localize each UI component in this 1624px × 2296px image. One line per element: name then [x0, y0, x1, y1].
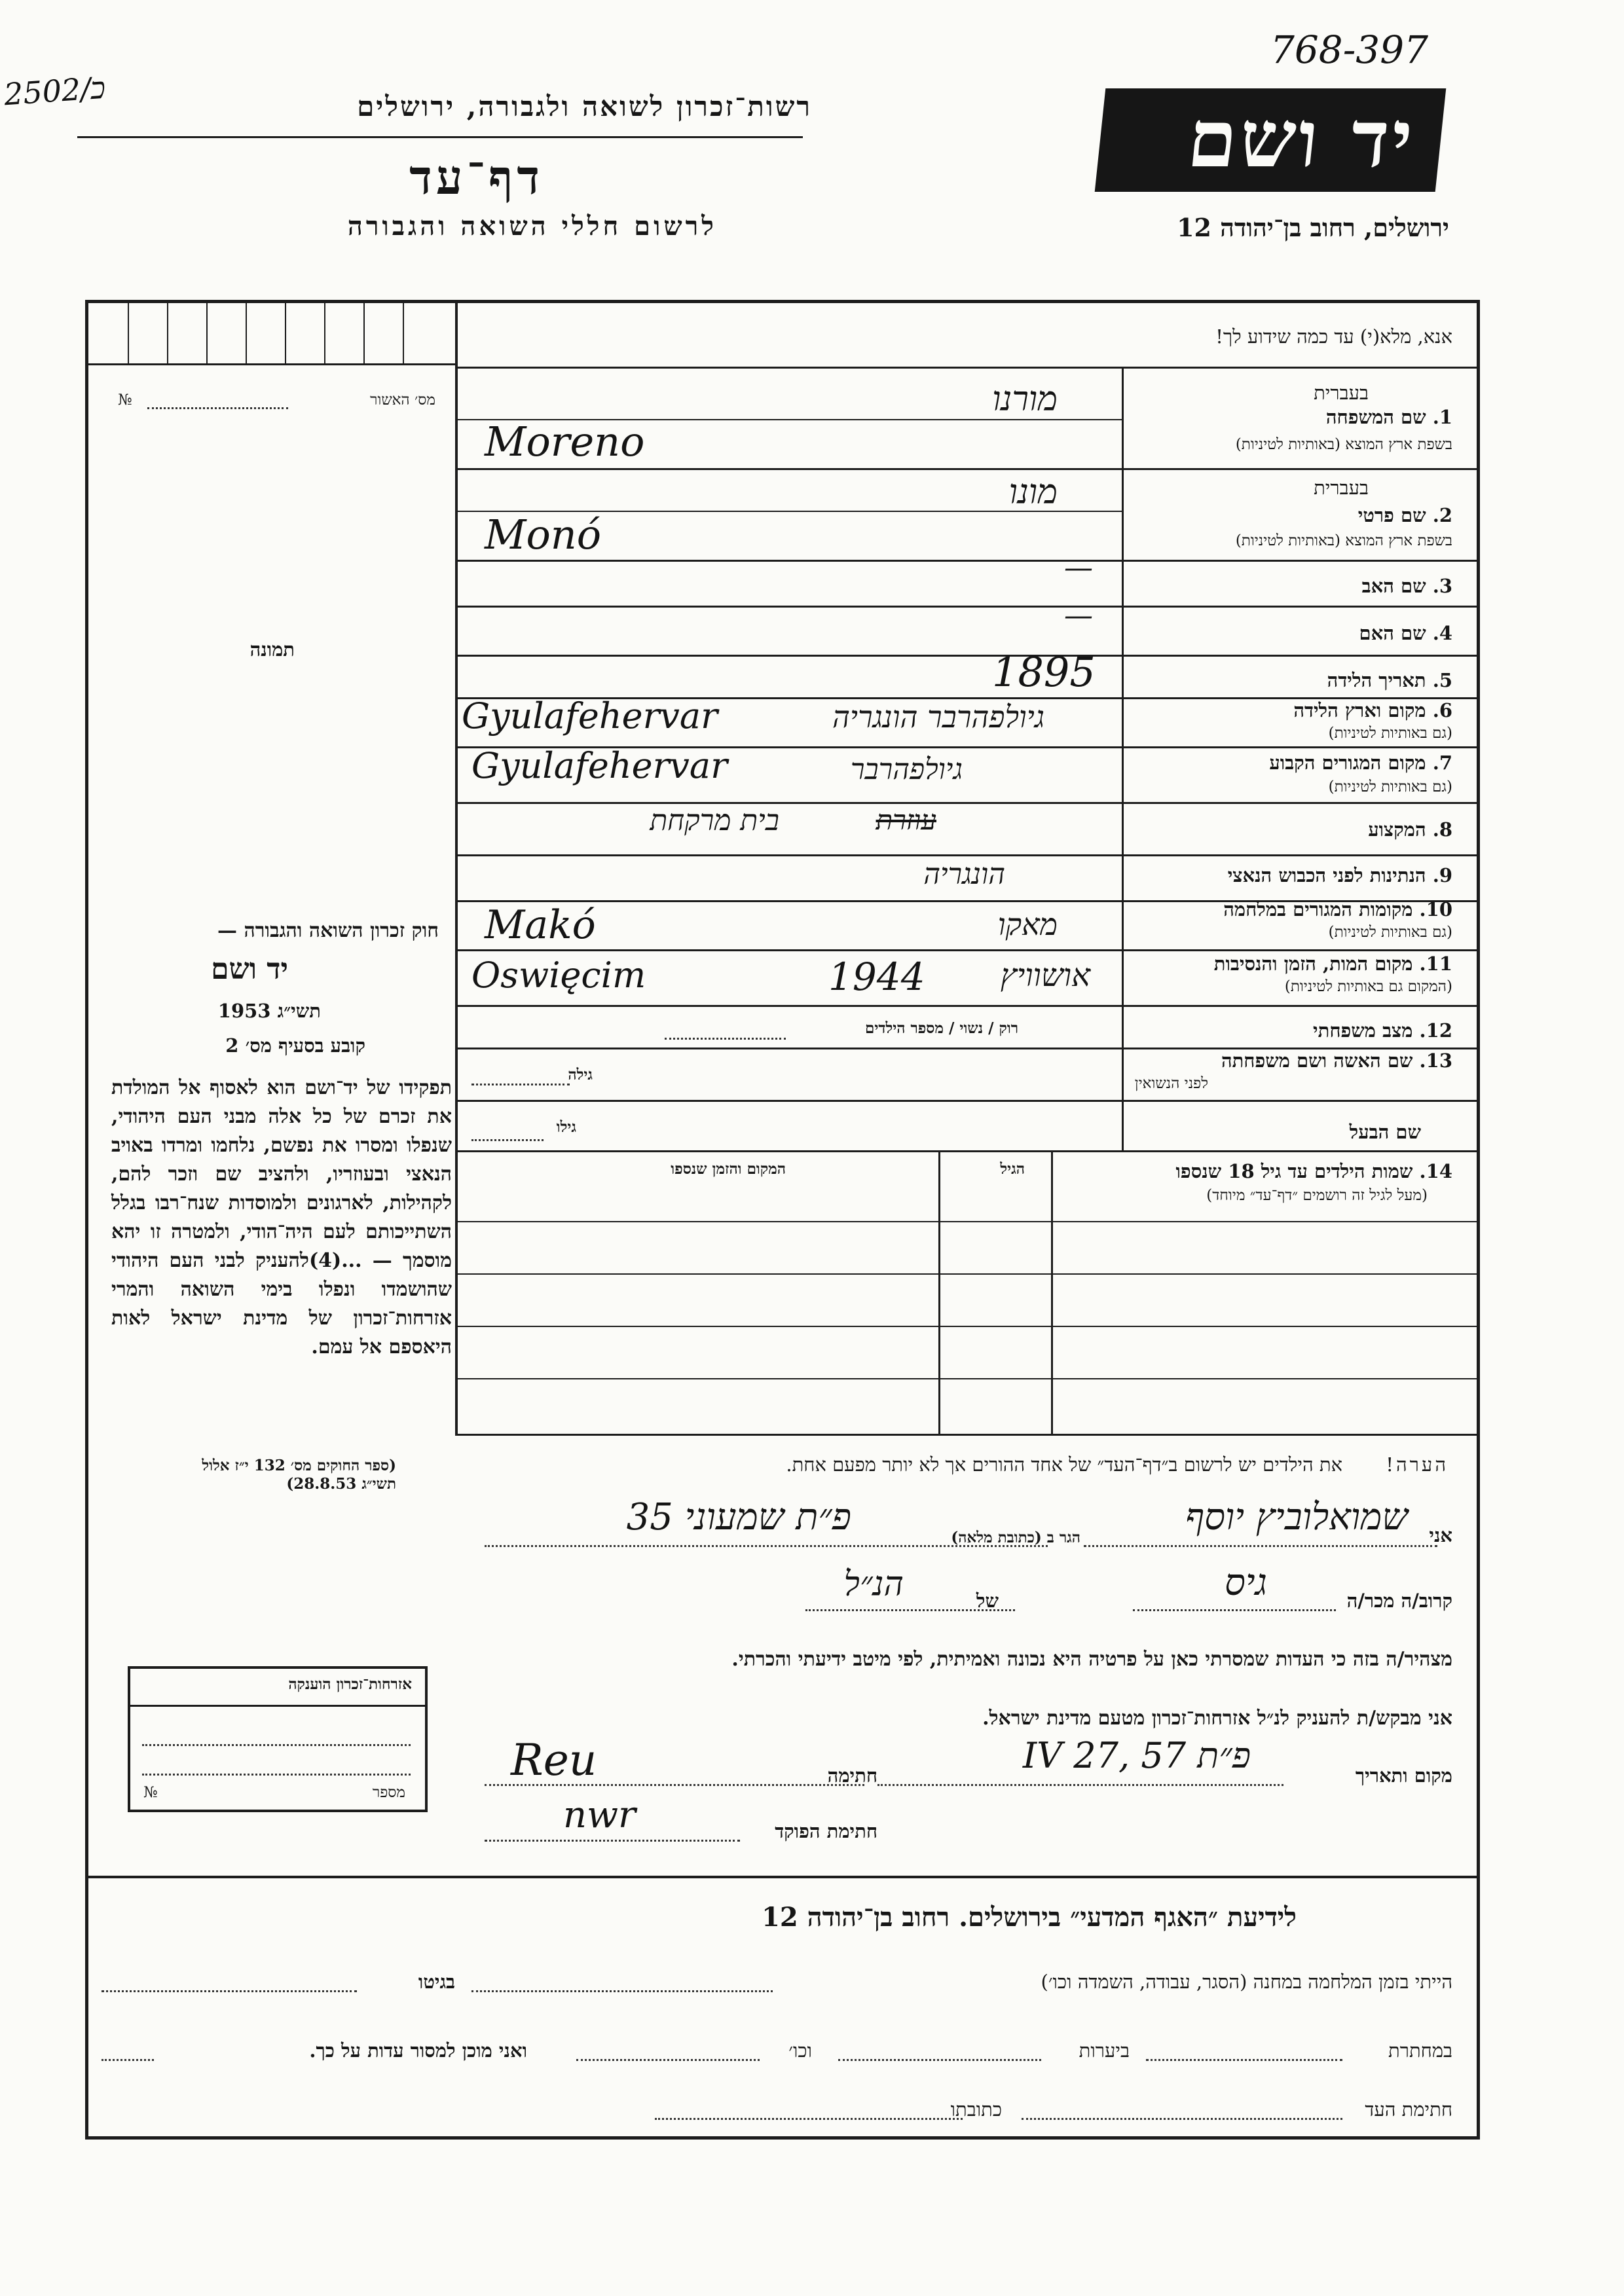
- children-col-rule: [1051, 1150, 1053, 1436]
- death-place-sublabel: (המקום גם באותיות לטיניות): [1284, 978, 1452, 995]
- children-row-rule: [458, 1273, 1480, 1275]
- law-section: קובע בסעיף מס׳ 2: [225, 1034, 365, 1057]
- willing-to-testify: ואני מוכן למסור עדות על כך.: [309, 2039, 527, 2062]
- family-name-label: 1. שם המשפחה: [1325, 406, 1452, 428]
- residence-sublabel: (גם באותיות לטיניות): [1328, 778, 1452, 795]
- approval-tick: [403, 303, 404, 363]
- intro-rule: [455, 367, 1480, 369]
- birth-date-label: 5. תאריך הלידה: [1327, 669, 1452, 691]
- birth-place-sublabel: (גם באותיות לטיניות): [1328, 725, 1452, 742]
- approval-label: מס׳ האשור: [370, 392, 435, 409]
- witness-address-label: כתובתו: [950, 2098, 1002, 2121]
- husband-age-label: גילו: [556, 1118, 576, 1136]
- husband-age-line: [471, 1139, 544, 1141]
- underground-line: [1146, 2059, 1342, 2061]
- birth-place-hebrew[interactable]: גיולפהרבר הונגריה: [832, 699, 1044, 735]
- address-line: ירושלים, רחוב בן־יהודה 12: [1177, 213, 1449, 242]
- relative-label: קרוב/ה מכר/ה: [1346, 1590, 1452, 1612]
- request-text: אני מבקש/ת להעניק לנ״ל אזרחות־זכרון מטעם מדינת ישראל.: [982, 1707, 1452, 1730]
- approval-tick: [285, 303, 286, 363]
- law-year: תשי״ג 1953: [217, 1000, 321, 1022]
- place-date-value[interactable]: פ״ת 57 ,IV 27: [1022, 1735, 1251, 1776]
- memorial-box-number: מספר: [372, 1784, 405, 1801]
- approval-tick: [167, 303, 168, 363]
- wartime-residence-latin[interactable]: Makó: [485, 902, 596, 948]
- label-divider: [1122, 369, 1124, 1152]
- address-line: [485, 1545, 1048, 1547]
- memorial-box-no: №: [143, 1784, 158, 1801]
- children-row-rule: [458, 1221, 1480, 1222]
- note-label: הערה!: [1386, 1453, 1449, 1476]
- archive-number: 768-397: [1270, 27, 1429, 72]
- hebrew-label-2: בעברית: [1314, 477, 1369, 499]
- field-rule: [458, 854, 1480, 856]
- resident-label: הגר ב (כתובת מלאה): [951, 1529, 1080, 1546]
- place-date-line: [877, 1784, 1283, 1786]
- willing-line: [101, 2059, 154, 2061]
- yad-vashem-logo: [1095, 88, 1447, 192]
- signature-value[interactable]: Reu: [511, 1735, 597, 1785]
- mother-name-value[interactable]: —: [1064, 599, 1093, 632]
- death-year[interactable]: 1944: [828, 955, 925, 999]
- profession-label: 8. המקצוע: [1368, 818, 1452, 841]
- relation-line: [1133, 1609, 1336, 1611]
- profession-value[interactable]: בית מרקחת: [650, 804, 779, 837]
- officer-signature-value[interactable]: nwr: [563, 1794, 636, 1836]
- law-body: תפקידו של יד־ושם הוא לאסוף אל המולדת את זכרם של כל אלה מבני העם היהודי, שנפלו ומסרו את נפשם, נלחמו ומרדו באויב הנאצי ובעוזריו, ולהציב שם וזכר להם, לקהילות, לארגונים ולמוסדות שנח־רבו בגלל השתייכותם לעם היה־הודי, ולמטרה זו יהא מוסמך — ...(4)להעניק לבני העם היהודי שהושמדו ונפלו בימי השואה והמרי אזרחות־זכרון של מדינת ישראל לאות היאספם אל עמם.: [111, 1076, 452, 1358]
- given-name-hebrew[interactable]: מונו: [1008, 473, 1058, 512]
- profession-struck: עוזרת: [876, 804, 936, 836]
- field-rule: [458, 655, 1480, 657]
- given-name-sublabel: בשפת ארץ המוצא (באותיות לטיניות): [1235, 532, 1452, 549]
- children-count-line: [665, 1038, 786, 1040]
- law-title: חוק זכרון השואה והגבורה —: [217, 919, 439, 942]
- forests-label: ביערות: [1079, 2039, 1130, 2062]
- residence-label: 7. מקום המגורים הקבוע: [1269, 752, 1452, 774]
- family-name-latin[interactable]: Moreno: [485, 418, 645, 465]
- declarant-name[interactable]: שמואלוביץ יוסף: [1185, 1496, 1408, 1539]
- sidebar-divider: [455, 300, 458, 1436]
- children-label: 14. שמות הילדים עד גיל 18 שנספו: [1175, 1160, 1452, 1182]
- corner-mark: כ/2502: [3, 69, 107, 113]
- citizenship-value[interactable]: הונגריה: [923, 858, 1005, 891]
- approval-no: №: [118, 392, 132, 409]
- approval-tick: [246, 303, 247, 363]
- children-row-rule: [458, 1326, 1480, 1327]
- wartime-residence-sublabel: (גם באותיות לטיניות): [1328, 924, 1452, 941]
- marital-options[interactable]: רוק / נשוי / מספר הילדים: [865, 1019, 1018, 1037]
- field-rule: [458, 468, 1480, 470]
- of-person-value[interactable]: הנ״ל: [843, 1565, 904, 1604]
- sheet-title: דף־עד: [409, 149, 544, 205]
- witness-signature-label: חתימת העד: [1365, 2098, 1452, 2121]
- approval-tick: [363, 303, 365, 363]
- frame-left: [85, 300, 88, 2140]
- address-value[interactable]: פ״ת שמעוני 35: [626, 1496, 851, 1539]
- mother-name-label: 4. שם האם: [1359, 622, 1452, 644]
- birth-date-value[interactable]: 1895: [992, 648, 1096, 696]
- memorial-box: [128, 1666, 428, 1812]
- family-name-sublabel: בשפת ארץ המוצא (באותיות לטיניות): [1235, 436, 1452, 453]
- sheet-subtitle: לרשום חללי השואה והגבורה: [347, 211, 717, 242]
- children-table-bottom: [458, 1434, 1480, 1436]
- footer-divider: [88, 1876, 1477, 1878]
- memorial-box-line: [142, 1744, 411, 1746]
- approval-tick: [128, 303, 129, 363]
- witness-address-line: [655, 2118, 963, 2120]
- etc-label: וכו׳: [788, 2039, 812, 2062]
- camp-label: הייתי בזמן המלחמה במחנה (הסגר, עבודה, השמדה וכו׳): [1041, 1971, 1452, 1993]
- given-name-latin[interactable]: Monó: [485, 511, 602, 558]
- children-row-rule: [458, 1378, 1480, 1379]
- wife-name-sublabel: לפני הנשואין: [1134, 1075, 1208, 1092]
- citizenship-label: 9. הנתינות לפני הכבוש הנאצי: [1227, 864, 1452, 886]
- signature-label: חתימה: [827, 1764, 877, 1787]
- father-name-value[interactable]: —: [1064, 551, 1093, 585]
- children-col-rule: [938, 1150, 940, 1436]
- approval-box-bottom: [88, 363, 455, 365]
- footer-title: לידיעת ״האגף המדעי״ בירושלים. רחוב בן־יהודה 12: [762, 1902, 1297, 1933]
- wife-age-line: [471, 1084, 570, 1085]
- camp-line: [471, 1990, 773, 1992]
- hebrew-label-1: בעברית: [1314, 382, 1369, 404]
- wife-age-label: גילה: [568, 1066, 593, 1084]
- residence-hebrew[interactable]: גיולפהרבר: [850, 753, 963, 786]
- note-text: את הילדים יש לרשום ב״דף־העד״ של אחד ההורים אך לא יותר מפעם אחת.: [786, 1453, 1342, 1476]
- residence-latin[interactable]: Gyulafehervar: [471, 745, 728, 786]
- header-rule: [77, 136, 803, 138]
- relation-value[interactable]: גיס: [1224, 1561, 1267, 1604]
- officer-signature-label: חתימת הפוקד: [775, 1820, 877, 1842]
- witness-signature-line: [1022, 2118, 1342, 2120]
- field-rule: [458, 802, 1480, 804]
- ghetto-line: [101, 1990, 357, 1992]
- death-place-hebrew[interactable]: אושוויץ: [1000, 957, 1090, 994]
- ghetto-label: בגיטו: [418, 1971, 455, 1993]
- children-place-col: המקום והזמן שנספו: [671, 1160, 786, 1178]
- underground-label: במחתרת: [1388, 2039, 1452, 2062]
- memorial-box-rule: [130, 1705, 425, 1707]
- of-label: של: [976, 1590, 999, 1612]
- field-rule: [458, 1005, 1480, 1007]
- statement-text: מצהיר/ה בזה כי העדות שמסרתי כאן על פרטיה היא נכונה ואמיתית, לפי מיטב ידיעתי והכרתי.: [731, 1648, 1452, 1671]
- field-rule: [458, 1100, 1480, 1102]
- children-sublabel: (מעל לגיל זה רושמים ״דף־עד״ מיוחד): [1206, 1187, 1428, 1204]
- law-reference: (ספר החוקים מס׳ 132 י״ז אלול תשי״ג 28.8.53): [202, 1457, 396, 1493]
- field-rule: [458, 606, 1480, 608]
- field-rule: [458, 1150, 1480, 1152]
- etc-line: [576, 2059, 760, 2061]
- authority-title: רשות־זכרון לשואה ולגבורה, ירושלים: [357, 90, 812, 122]
- intro-text: אנא, מלא(י) עד כמה שידוע לך!: [1215, 325, 1452, 348]
- family-name-hebrew[interactable]: מורנו: [992, 380, 1058, 419]
- memorial-box-title: אזרחות־זכרון הוענקה: [288, 1675, 412, 1693]
- of-person-line: [805, 1609, 1015, 1611]
- birth-place-label: 6. מקום וארץ הלידה: [1293, 699, 1452, 721]
- forests-line: [838, 2059, 1041, 2061]
- given-name-label: 2. שם פרטי: [1357, 504, 1452, 526]
- ani-label: אני: [1429, 1524, 1452, 1546]
- officer-signature-line: [485, 1840, 740, 1842]
- death-place-label: 11. מקום המות, הזמן והנסיבות: [1213, 953, 1452, 975]
- death-place-latin[interactable]: Oswięcim: [471, 955, 646, 996]
- field-rule: [458, 949, 1480, 951]
- marital-status-label: 12. מצב משפחתי: [1313, 1019, 1452, 1042]
- husband-name-label: שם הבעל: [1349, 1121, 1421, 1143]
- memorial-box-line: [142, 1774, 411, 1776]
- photo-label: תמונה: [249, 638, 295, 661]
- wartime-residence-hebrew[interactable]: מאקו: [997, 907, 1058, 942]
- wife-name-label: 13. שם האשה ושם משפחתה: [1221, 1049, 1452, 1072]
- declarant-line: [1084, 1545, 1437, 1547]
- place-date-label: מקום ותאריך: [1355, 1764, 1452, 1787]
- frame-bottom: [85, 2136, 1480, 2140]
- birth-place-latin[interactable]: Gyulafehervar: [462, 695, 718, 737]
- law-name: יד ושם: [211, 953, 288, 986]
- children-age-col: הגיל: [1000, 1160, 1025, 1178]
- approval-line: [147, 407, 288, 409]
- approval-tick: [324, 303, 325, 363]
- frame-top: [85, 300, 1480, 303]
- frame-right: [1477, 300, 1480, 2140]
- field-rule: [458, 560, 1480, 562]
- wartime-residence-label: 10. מקומות המגורים במלחמה: [1223, 898, 1452, 920]
- approval-tick: [206, 303, 208, 363]
- father-name-label: 3. שם האב: [1361, 575, 1452, 597]
- logo-text: יד ושם: [1183, 93, 1420, 185]
